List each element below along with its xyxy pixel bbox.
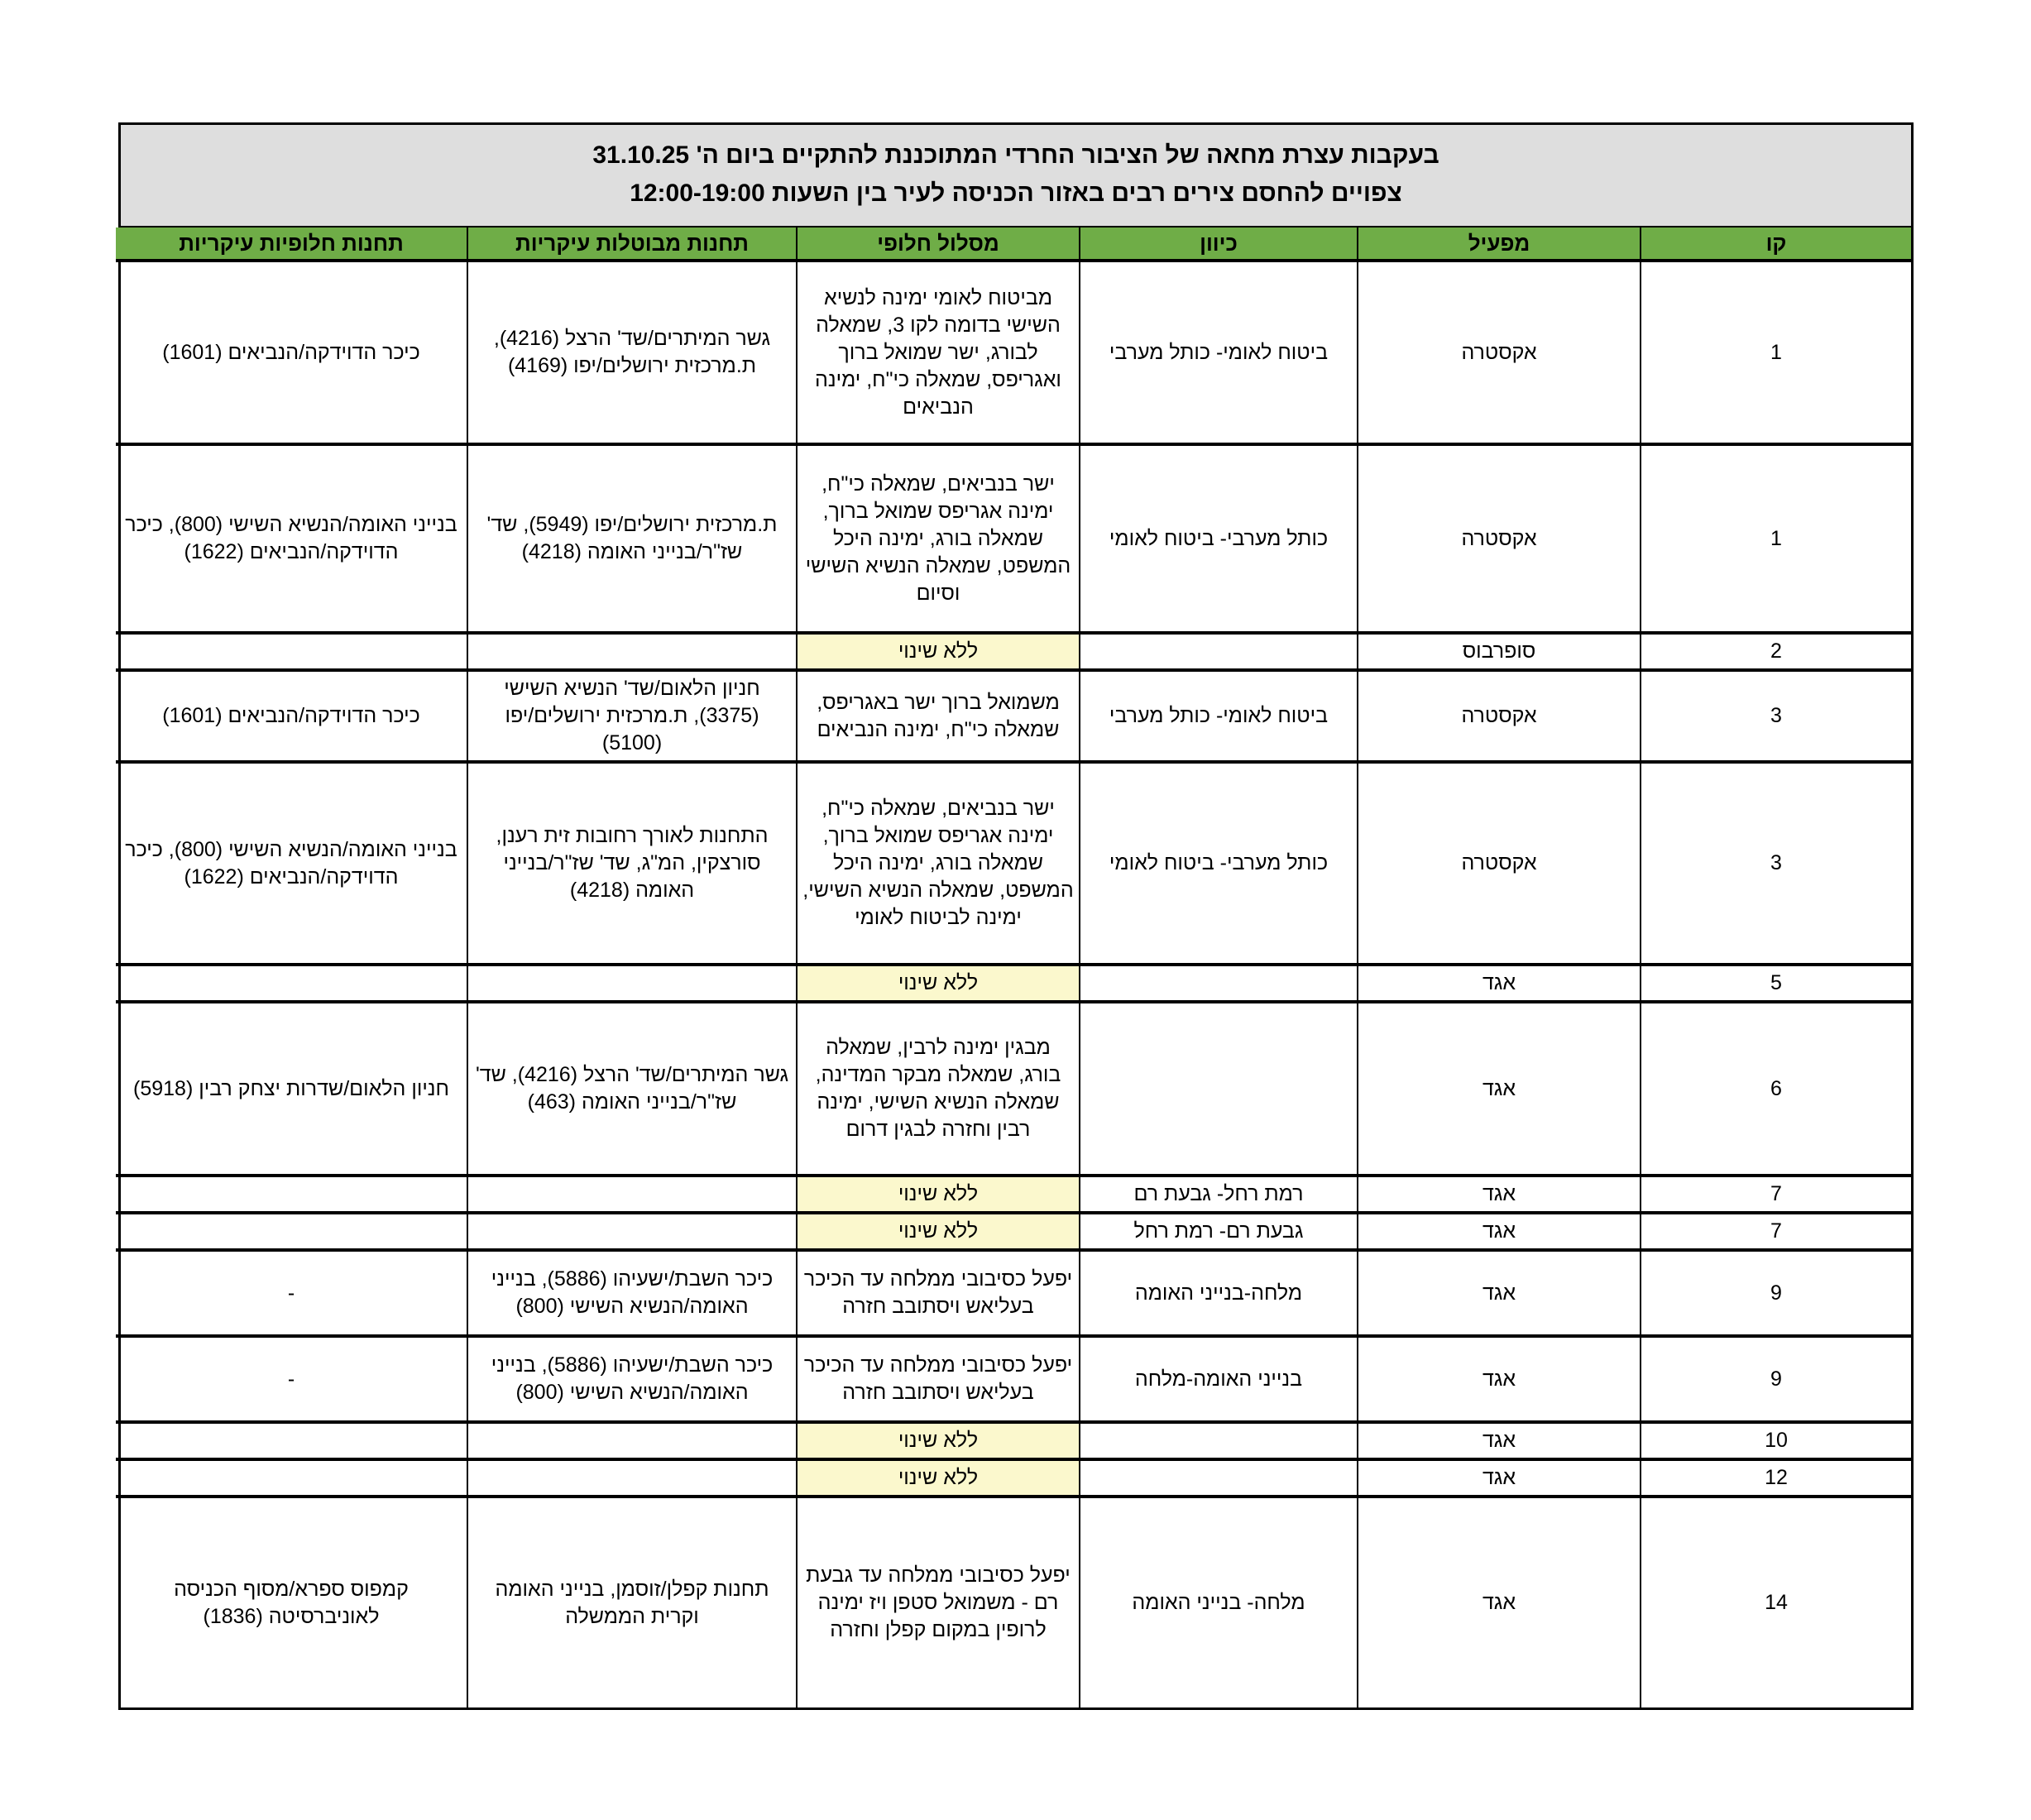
- table-row: [116, 1250, 1911, 1336]
- table-row: [116, 1213, 1911, 1250]
- cell-direction: [1080, 1002, 1358, 1176]
- cell-route: יפעל כסיבובי ממלחה עד הכיכר בעליאש ויסתובב חזרה: [797, 1336, 1080, 1422]
- bus-route-changes-sheet: [118, 122, 1914, 1710]
- cell-operator: אגד: [1358, 1459, 1641, 1497]
- cell-operator: אקסטרה: [1358, 444, 1641, 633]
- cell-alternative-stations: -: [116, 1336, 467, 1422]
- cell-line-number: 7: [1641, 1213, 1911, 1250]
- table-row: [116, 1002, 1911, 1176]
- table-row: [116, 1176, 1911, 1213]
- cell-line-number: 9: [1641, 1250, 1911, 1336]
- cell-alternative-stations: חניון הלאום/שדרות יצחק רבין (5918): [116, 1002, 467, 1176]
- cell-alternative-stations: [116, 1459, 467, 1497]
- cell-direction: [1080, 1422, 1358, 1459]
- column-header-operator: מפעיל: [1358, 228, 1641, 261]
- cell-route: מבגין ימינה לרבין, שמאלה בורג, שמאלה מבקר המדינה, שמאלה הנשיא השישי, ימינה רבין וחזרה לבגין דרום: [797, 1002, 1080, 1176]
- table-row: [116, 1422, 1911, 1459]
- cell-operator: אגד: [1358, 1250, 1641, 1336]
- cell-direction: [1080, 1459, 1358, 1497]
- table-row: [116, 444, 1911, 633]
- cell-line-number: 14: [1641, 1497, 1911, 1707]
- cell-route: משמואל ברוך ישר באגריפס, שמאלה כי"ח, ימינה הנביאים: [797, 670, 1080, 762]
- cell-operator: אגד: [1358, 1336, 1641, 1422]
- cell-direction: ביטוח לאומי- כותל מערבי: [1080, 670, 1358, 762]
- cell-alternative-stations: [116, 1422, 467, 1459]
- cell-alternative-stations: [116, 965, 467, 1002]
- cell-direction: רמת רחל- גבעת רם: [1080, 1176, 1358, 1213]
- cell-route: ללא שינוי: [797, 965, 1080, 1002]
- cell-operator: אגד: [1358, 1002, 1641, 1176]
- cell-alternative-stations: קמפוס ספרא/מסוף הכניסה לאוניברסיטה (1836): [116, 1497, 467, 1707]
- cell-cancelled-stations: תחנות קפלן/זוסמן, בנייני האומה וקרית הממשלה: [467, 1497, 797, 1707]
- cell-cancelled-stations: [467, 1459, 797, 1497]
- table-row: [116, 762, 1911, 965]
- column-header-alt-stations: תחנות חלופיות עיקריות: [116, 228, 467, 261]
- cell-direction: גבעת רם- רמת רחל: [1080, 1213, 1358, 1250]
- column-header-alt-route: מסלול חלופי: [797, 228, 1080, 261]
- cell-cancelled-stations: [467, 1176, 797, 1213]
- cell-direction: כותל מערבי- ביטוח לאומי: [1080, 444, 1358, 633]
- cell-alternative-stations: כיכר הדוידקה/הנביאים (1601): [116, 261, 467, 444]
- column-header-line: קו: [1641, 228, 1911, 261]
- cell-direction: כותל מערבי- ביטוח לאומי: [1080, 762, 1358, 965]
- cell-line-number: 1: [1641, 444, 1911, 633]
- cell-route: ישר בנביאים, שמאלה כי"ח, ימינה אגריפס שמואל ברוך, שמאלה בורג, ימינה היכל המשפט, שמאלה הנשיא השישי, ימינה לביטוח לאומי: [797, 762, 1080, 965]
- cell-line-number: 1: [1641, 261, 1911, 444]
- table-row: [116, 1497, 1911, 1707]
- cell-cancelled-stations: ת.מרכזית ירושלים/יפו (5949), שד' שז"ר/בנייני האומה (4218): [467, 444, 797, 633]
- table-title: [121, 125, 1911, 228]
- cell-route: ללא שינוי: [797, 1176, 1080, 1213]
- cell-operator: אקסטרה: [1358, 762, 1641, 965]
- cell-alternative-stations: [116, 1176, 467, 1213]
- cell-line-number: 9: [1641, 1336, 1911, 1422]
- cell-route: מביטוח לאומי ימינה לנשיא השישי בדומה לקו 3, שמאלה לבורג, ישר שמואל ברוך ואגריפס, שמאלה כי"ח, ימינה הנביאים: [797, 261, 1080, 444]
- cell-route: ללא שינוי: [797, 633, 1080, 670]
- cell-operator: אגד: [1358, 1213, 1641, 1250]
- cell-direction: ביטוח לאומי- כותל מערבי: [1080, 261, 1358, 444]
- cell-route: ישר בנביאים, שמאלה כי"ח, ימינה אגריפס שמואל ברוך, שמאלה בורג, ימינה היכל המשפט, שמאלה הנשיא השישי וסיום: [797, 444, 1080, 633]
- cell-cancelled-stations: [467, 965, 797, 1002]
- cell-alternative-stations: -: [116, 1250, 467, 1336]
- cell-route: ללא שינוי: [797, 1459, 1080, 1497]
- cell-cancelled-stations: גשר המיתרים/שד' הרצל (4216), ת.מרכזית ירושלים/יפו (4169): [467, 261, 797, 444]
- title-line-1: בעקבות עצרת מחאה של הציבור החרדי המתוכננת להתקיים ביום ה' 31.10.25: [592, 141, 1439, 169]
- table-row: [116, 261, 1911, 444]
- cell-direction: בנייני האומה-מלחה: [1080, 1336, 1358, 1422]
- cell-direction: [1080, 633, 1358, 670]
- cell-route: ללא שינוי: [797, 1213, 1080, 1250]
- cell-cancelled-stations: התחנות לאורך רחובות זית רענן, סורצקין, המ"ג, שד' שז"ר/בנייני האומה (4218): [467, 762, 797, 965]
- cell-cancelled-stations: [467, 633, 797, 670]
- cell-line-number: 7: [1641, 1176, 1911, 1213]
- table-row: [116, 633, 1911, 670]
- cell-alternative-stations: [116, 633, 467, 670]
- table-row: [116, 670, 1911, 762]
- cell-alternative-stations: בנייני האומה/הנשיא השישי (800), כיכר הדוידקה/הנביאים (1622): [116, 762, 467, 965]
- cell-alternative-stations: כיכר הדוידקה/הנביאים (1601): [116, 670, 467, 762]
- cell-cancelled-stations: כיכר השבת/ישעיהו (5886), בנייני האומה/הנשיא השישי (800): [467, 1336, 797, 1422]
- cell-route: ללא שינוי: [797, 1422, 1080, 1459]
- cell-direction: מלחה- בנייני האומה: [1080, 1497, 1358, 1707]
- cell-alternative-stations: בנייני האומה/הנשיא השישי (800), כיכר הדוידקה/הנביאים (1622): [116, 444, 467, 633]
- cell-operator: סופרבוס: [1358, 633, 1641, 670]
- cell-route: יפעל כסיבובי ממלחה עד הכיכר בעליאש ויסתובב חזרה: [797, 1250, 1080, 1336]
- cell-operator: אקסטרה: [1358, 261, 1641, 444]
- cell-line-number: 5: [1641, 965, 1911, 1002]
- cell-cancelled-stations: [467, 1213, 797, 1250]
- cell-direction: מלחה-בנייני האומה: [1080, 1250, 1358, 1336]
- cell-line-number: 2: [1641, 633, 1911, 670]
- table-header-row: [116, 228, 1911, 261]
- cell-operator: אגד: [1358, 1497, 1641, 1707]
- cell-alternative-stations: [116, 1213, 467, 1250]
- cell-route: יפעל כסיבובי ממלחה עד גבעת רם - משמואל סטפן ויז ימינה לרופין במקום קפלן וחזרה: [797, 1497, 1080, 1707]
- cell-line-number: 12: [1641, 1459, 1911, 1497]
- cell-cancelled-stations: כיכר השבת/ישעיהו (5886), בנייני האומה/הנשיא השישי (800): [467, 1250, 797, 1336]
- cell-operator: אגד: [1358, 1422, 1641, 1459]
- cell-line-number: 10: [1641, 1422, 1911, 1459]
- cell-cancelled-stations: [467, 1422, 797, 1459]
- column-header-direction: כיוון: [1080, 228, 1358, 261]
- cell-line-number: 3: [1641, 762, 1911, 965]
- table-row: [116, 965, 1911, 1002]
- cell-cancelled-stations: גשר המיתרים/שד' הרצל (4216), שד' שז"ר/בנייני האומה (463): [467, 1002, 797, 1176]
- cell-line-number: 3: [1641, 670, 1911, 762]
- routes-table: [116, 228, 1911, 1707]
- cell-operator: אגד: [1358, 1176, 1641, 1213]
- table-row: [116, 1336, 1911, 1422]
- cell-line-number: 6: [1641, 1002, 1911, 1176]
- table-row: [116, 1459, 1911, 1497]
- cell-operator: אקסטרה: [1358, 670, 1641, 762]
- cell-direction: [1080, 965, 1358, 1002]
- column-header-cancelled-stations: תחנות מבוטלות עיקריות: [467, 228, 797, 261]
- cell-cancelled-stations: חניון הלאום/שד' הנשיא השישי (3375), ת.מרכזית ירושלים/יפו (5100): [467, 670, 797, 762]
- cell-operator: אגד: [1358, 965, 1641, 1002]
- title-line-2: צפויים להחסם צירים רבים באזור הכניסה לעיר בין השעות 12:00-19:00: [630, 180, 1402, 207]
